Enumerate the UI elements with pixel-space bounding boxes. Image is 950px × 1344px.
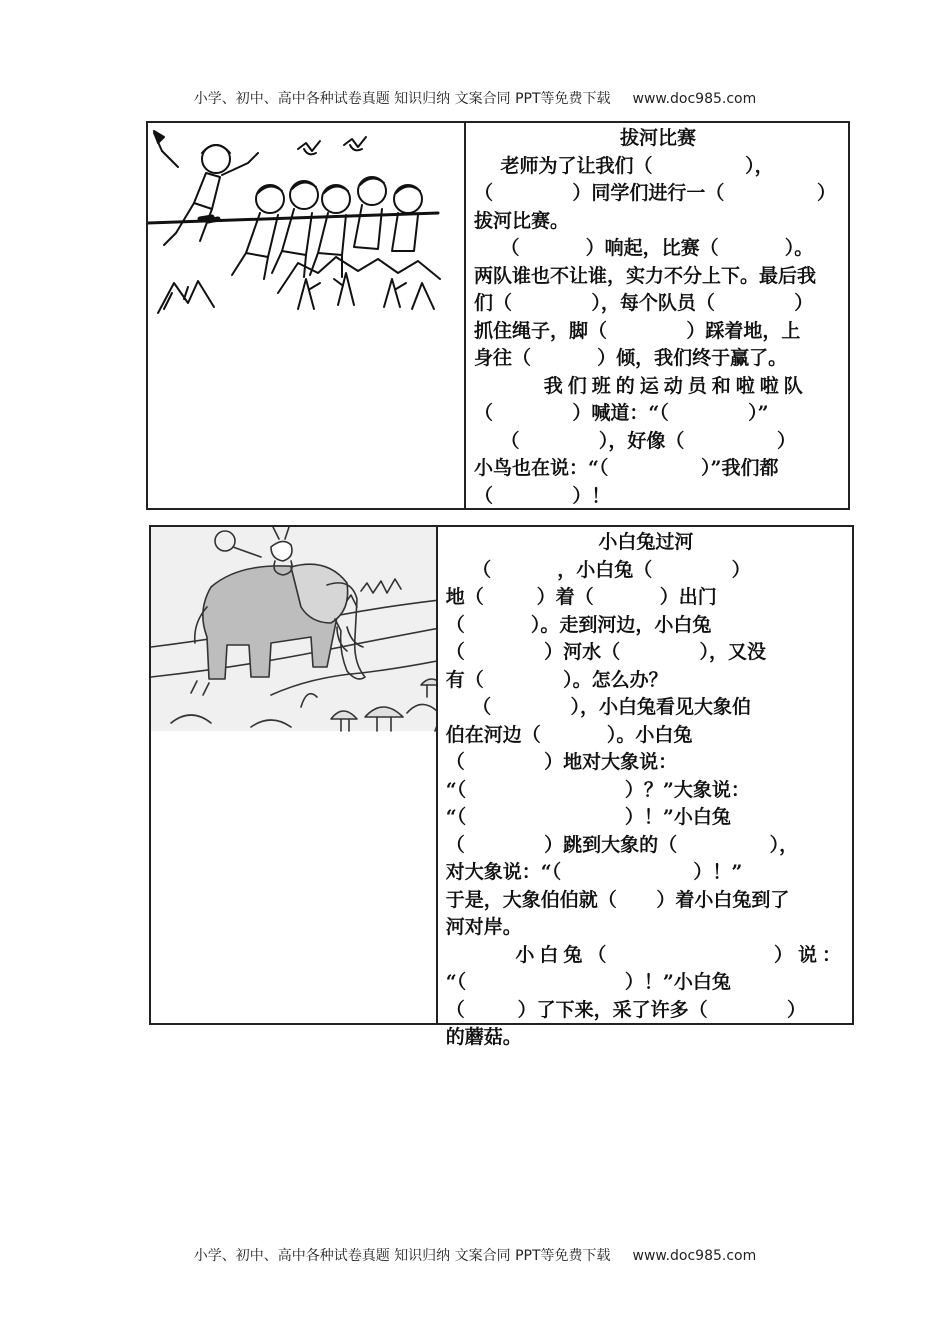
text-line: 们（ ），每个队员（ ） [474,292,814,314]
text-line: （ ）喊道：“（ ）” [474,402,769,424]
page-footer [0,1245,950,1265]
rabbit-crossing-title: 小白兔过河 [598,531,694,553]
text-line: “（ ）！”小白兔 [445,971,731,993]
text-line: （ ）地对大象说： [445,751,678,773]
text-line: （ ），好像（ ） [474,429,796,452]
tug-of-war-exercise [146,121,850,510]
header-text: 小学、初中、高中各种试卷真题 知识归纳 文案合同 PPT等免费下载 [193,91,611,107]
text-line: （ ，小白兔（ ） [445,558,751,581]
text-line: （ ）同学们进行一（ ） [474,182,836,204]
elephant-rabbit-drawing [151,527,438,1023]
text-line: “（ ）！”小白兔 [445,806,731,828]
header-url[interactable]: www.doc985.com [632,91,757,107]
text-line: （ ）！ [474,484,611,507]
tug-of-war-illustration [148,123,466,508]
rabbit-crossing-text [438,527,852,1048]
text-line: （ ）了下来，采了许多（ ） [445,998,806,1021]
text-line: 地（ ）着（ ）出门 [445,586,717,608]
text-line: （ ）。走到河边，小白兔 [445,613,712,636]
text-line: 老师为了让我们（ ）， [474,154,774,177]
text-line: 伯在河边（ ）。小白兔 [445,723,693,746]
text-line: 抓住绳子，脚（ ）踩着地，上 [474,319,801,342]
text-line: 两队谁也不让谁，实力不分上下。最后我 [474,264,817,287]
text-line: 有（ ）。怎么办？ [445,668,668,691]
text-line: 于是，大象伯伯就（ ）着小白兔到了 [445,888,790,911]
text-line: 我们班的运动员和啦啦队 [474,374,808,397]
text-line: 的蘑菇。 [445,1026,522,1048]
tug-of-war-text [466,123,848,508]
page-header [0,88,950,108]
footer-text: 小学、初中、高中各种试卷真题 知识归纳 文案合同 PPT等免费下载 [193,1248,611,1264]
text-line: 河对岸。 [445,916,522,938]
tug-of-war-drawing [148,123,464,508]
text-line: 身往（ ）倾，我们终于赢了。 [474,347,788,369]
text-line: （ ）跳到大象的（ ）， [445,833,799,856]
text-line: 小白兔（ ）说： [445,943,846,966]
text-line: 对大象说：“（ ）！” [445,861,743,883]
rabbit-crossing-exercise [149,525,854,1048]
text-line: “（ ）？”大象说： [445,778,750,801]
tug-of-war-title: 拔河比赛 [619,127,696,149]
text-line: （ ），小白兔看见大象伯 [445,696,752,718]
text-line: 小鸟也在说：“（ ）”我们都 [474,457,779,479]
text-line: 拔河比赛。 [474,209,570,232]
text-line: （ ）河水（ ），又没 [445,641,766,663]
footer-url[interactable]: www.doc985.com [632,1248,757,1264]
text-line: （ ）响起，比赛（ ）。 [474,237,814,259]
elephant-rabbit-illustration [151,527,438,1023]
